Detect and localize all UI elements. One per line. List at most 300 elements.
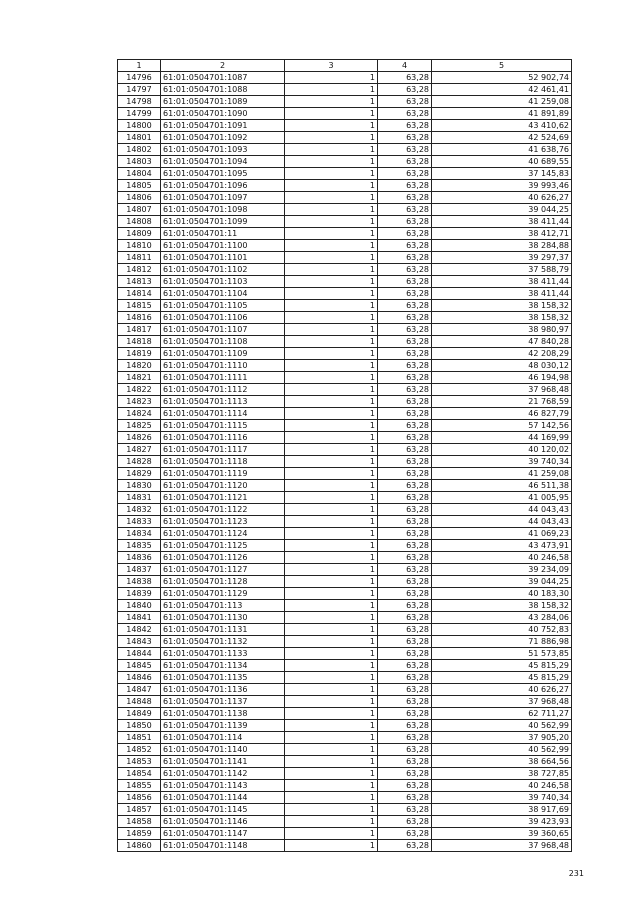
- cell-col-1: 14819: [118, 348, 161, 360]
- cell-col-2: 61:01:0504701:11: [161, 228, 285, 240]
- page-number: 231: [568, 869, 584, 878]
- cell-col-2: 61:01:0504701:1147: [161, 828, 285, 840]
- cell-col-5: 38 411,44: [432, 288, 572, 300]
- cell-col-3: 1: [285, 312, 378, 324]
- cell-col-5: 44 169,99: [432, 432, 572, 444]
- cell-col-4: 63,28: [378, 300, 432, 312]
- cell-col-2: 61:01:0504701:1089: [161, 96, 285, 108]
- cell-col-4: 63,28: [378, 276, 432, 288]
- table-row: [118, 804, 572, 816]
- cell-col-3: 1: [285, 276, 378, 288]
- cell-col-5: 39 423,93: [432, 816, 572, 828]
- cell-col-3: 1: [285, 684, 378, 696]
- cell-col-4: 63,28: [378, 468, 432, 480]
- cell-col-5: 41 891,89: [432, 108, 572, 120]
- cell-col-1: 14808: [118, 216, 161, 228]
- table-row: [118, 240, 572, 252]
- cell-col-3: 1: [285, 168, 378, 180]
- cell-col-3: 1: [285, 540, 378, 552]
- cell-col-4: 63,28: [378, 768, 432, 780]
- table-row: [118, 684, 572, 696]
- cell-col-3: 1: [285, 756, 378, 768]
- table-row: [118, 444, 572, 456]
- cell-col-1: 14843: [118, 636, 161, 648]
- cell-col-4: 63,28: [378, 732, 432, 744]
- cell-col-3: 1: [285, 288, 378, 300]
- cell-col-5: 38 284,88: [432, 240, 572, 252]
- cell-col-5: 40 752,83: [432, 624, 572, 636]
- cell-col-3: 1: [285, 300, 378, 312]
- cell-col-3: 1: [285, 180, 378, 192]
- cell-col-5: 44 043,43: [432, 516, 572, 528]
- cell-col-2: 61:01:0504701:113: [161, 600, 285, 612]
- cell-col-5: 21 768,59: [432, 396, 572, 408]
- column-header-3: 3: [285, 60, 378, 72]
- cell-col-1: 14859: [118, 828, 161, 840]
- cell-col-4: 63,28: [378, 180, 432, 192]
- cell-col-1: 14860: [118, 840, 161, 852]
- cell-col-2: 61:01:0504701:1136: [161, 684, 285, 696]
- cell-col-3: 1: [285, 816, 378, 828]
- cell-col-1: 14850: [118, 720, 161, 732]
- cell-col-1: 14839: [118, 588, 161, 600]
- table-row: [118, 180, 572, 192]
- cell-col-4: 63,28: [378, 72, 432, 84]
- cell-col-5: 38 664,56: [432, 756, 572, 768]
- cell-col-1: 14827: [118, 444, 161, 456]
- cell-col-2: 61:01:0504701:1145: [161, 804, 285, 816]
- cell-col-5: 39 044,25: [432, 204, 572, 216]
- cell-col-3: 1: [285, 252, 378, 264]
- cell-col-1: 14853: [118, 756, 161, 768]
- table-row: [118, 552, 572, 564]
- cell-col-4: 63,28: [378, 144, 432, 156]
- table-row: [118, 144, 572, 156]
- table-row: [118, 264, 572, 276]
- cell-col-2: 61:01:0504701:1111: [161, 372, 285, 384]
- cell-col-1: 14851: [118, 732, 161, 744]
- cell-col-3: 1: [285, 420, 378, 432]
- cell-col-3: 1: [285, 744, 378, 756]
- cell-col-3: 1: [285, 408, 378, 420]
- cell-col-5: 42 208,29: [432, 348, 572, 360]
- cell-col-5: 38 158,32: [432, 300, 572, 312]
- cell-col-1: 14802: [118, 144, 161, 156]
- cell-col-1: 14801: [118, 132, 161, 144]
- cell-col-3: 1: [285, 804, 378, 816]
- cell-col-4: 63,28: [378, 684, 432, 696]
- table-row: [118, 504, 572, 516]
- cell-col-4: 63,28: [378, 492, 432, 504]
- cell-col-2: 61:01:0504701:1101: [161, 252, 285, 264]
- cell-col-4: 63,28: [378, 420, 432, 432]
- cell-col-4: 63,28: [378, 384, 432, 396]
- cell-col-5: 39 740,34: [432, 456, 572, 468]
- cell-col-2: 61:01:0504701:1141: [161, 756, 285, 768]
- cell-col-5: 42 524,69: [432, 132, 572, 144]
- cell-col-1: 14838: [118, 576, 161, 588]
- cell-col-1: 14852: [118, 744, 161, 756]
- cell-col-2: 61:01:0504701:1138: [161, 708, 285, 720]
- cell-col-4: 63,28: [378, 612, 432, 624]
- cell-col-2: 61:01:0504701:1132: [161, 636, 285, 648]
- column-header-5: 5: [432, 60, 572, 72]
- cell-col-5: 37 968,48: [432, 696, 572, 708]
- cell-col-3: 1: [285, 360, 378, 372]
- cell-col-3: 1: [285, 552, 378, 564]
- cell-col-2: 61:01:0504701:1129: [161, 588, 285, 600]
- cell-col-4: 63,28: [378, 324, 432, 336]
- cell-col-5: 39 044,25: [432, 576, 572, 588]
- cell-col-5: 46 827,79: [432, 408, 572, 420]
- cell-col-4: 63,28: [378, 156, 432, 168]
- cell-col-2: 61:01:0504701:114: [161, 732, 285, 744]
- cell-col-4: 63,28: [378, 672, 432, 684]
- cell-col-2: 61:01:0504701:1128: [161, 576, 285, 588]
- cell-col-3: 1: [285, 456, 378, 468]
- cell-col-2: 61:01:0504701:1097: [161, 192, 285, 204]
- cell-col-2: 61:01:0504701:1107: [161, 324, 285, 336]
- cell-col-5: 37 905,20: [432, 732, 572, 744]
- cell-col-3: 1: [285, 576, 378, 588]
- cell-col-3: 1: [285, 492, 378, 504]
- cell-col-1: 14836: [118, 552, 161, 564]
- cell-col-2: 61:01:0504701:1114: [161, 408, 285, 420]
- cell-col-3: 1: [285, 72, 378, 84]
- cell-col-2: 61:01:0504701:1123: [161, 516, 285, 528]
- cell-col-3: 1: [285, 516, 378, 528]
- table-row: [118, 396, 572, 408]
- table-row: [118, 672, 572, 684]
- cell-col-2: 61:01:0504701:1146: [161, 816, 285, 828]
- column-header-2: 2: [161, 60, 285, 72]
- cell-col-5: 37 968,48: [432, 384, 572, 396]
- cell-col-1: 14846: [118, 672, 161, 684]
- cell-col-1: 14832: [118, 504, 161, 516]
- cell-col-5: 40 562,99: [432, 720, 572, 732]
- cell-col-2: 61:01:0504701:1130: [161, 612, 285, 624]
- cell-col-3: 1: [285, 636, 378, 648]
- cell-col-5: 38 412,71: [432, 228, 572, 240]
- cell-col-3: 1: [285, 108, 378, 120]
- cell-col-3: 1: [285, 504, 378, 516]
- cell-col-2: 61:01:0504701:1144: [161, 792, 285, 804]
- cell-col-2: 61:01:0504701:1127: [161, 564, 285, 576]
- table-body: [118, 72, 572, 852]
- cell-col-1: 14805: [118, 180, 161, 192]
- cell-col-5: 40 689,55: [432, 156, 572, 168]
- cell-col-5: 41 259,08: [432, 468, 572, 480]
- cell-col-5: 57 142,56: [432, 420, 572, 432]
- cell-col-2: 61:01:0504701:1140: [161, 744, 285, 756]
- cell-col-5: 38 158,32: [432, 312, 572, 324]
- cell-col-2: 61:01:0504701:1098: [161, 204, 285, 216]
- cell-col-2: 61:01:0504701:1120: [161, 480, 285, 492]
- cell-col-1: 14824: [118, 408, 161, 420]
- cell-col-3: 1: [285, 132, 378, 144]
- cell-col-5: 39 360,65: [432, 828, 572, 840]
- cell-col-5: 40 246,58: [432, 780, 572, 792]
- cell-col-2: 61:01:0504701:1092: [161, 132, 285, 144]
- table-row: [118, 492, 572, 504]
- cell-col-4: 63,28: [378, 600, 432, 612]
- cell-col-3: 1: [285, 624, 378, 636]
- cell-col-5: 41 069,23: [432, 528, 572, 540]
- cell-col-5: 39 740,34: [432, 792, 572, 804]
- cell-col-2: 61:01:0504701:1096: [161, 180, 285, 192]
- cell-col-4: 63,28: [378, 240, 432, 252]
- cell-col-4: 63,28: [378, 288, 432, 300]
- table-row: [118, 624, 572, 636]
- cell-col-5: 41 005,95: [432, 492, 572, 504]
- table-row: [118, 360, 572, 372]
- cell-col-2: 61:01:0504701:1118: [161, 456, 285, 468]
- cell-col-5: 52 902,74: [432, 72, 572, 84]
- cell-col-4: 63,28: [378, 552, 432, 564]
- cell-col-5: 38 158,32: [432, 600, 572, 612]
- table-row: [118, 192, 572, 204]
- cell-col-5: 71 886,98: [432, 636, 572, 648]
- cell-col-5: 40 120,02: [432, 444, 572, 456]
- table-row: [118, 708, 572, 720]
- cell-col-3: 1: [285, 768, 378, 780]
- cell-col-4: 63,28: [378, 408, 432, 420]
- cell-col-1: 14831: [118, 492, 161, 504]
- cell-col-1: 14822: [118, 384, 161, 396]
- cell-col-4: 63,28: [378, 564, 432, 576]
- cell-col-4: 63,28: [378, 228, 432, 240]
- table-row: [118, 300, 572, 312]
- cell-col-4: 63,28: [378, 744, 432, 756]
- cell-col-4: 63,28: [378, 432, 432, 444]
- table-row: [118, 636, 572, 648]
- cell-col-3: 1: [285, 156, 378, 168]
- cell-col-1: 14830: [118, 480, 161, 492]
- cell-col-5: 51 573,85: [432, 648, 572, 660]
- cell-col-5: 43 284,06: [432, 612, 572, 624]
- table-row: [118, 132, 572, 144]
- cell-col-4: 63,28: [378, 444, 432, 456]
- cell-col-2: 61:01:0504701:1117: [161, 444, 285, 456]
- cell-col-1: 14796: [118, 72, 161, 84]
- table-row: [118, 228, 572, 240]
- cell-col-5: 38 980,97: [432, 324, 572, 336]
- cell-col-4: 63,28: [378, 456, 432, 468]
- table-row: [118, 732, 572, 744]
- cell-col-2: 61:01:0504701:1121: [161, 492, 285, 504]
- cell-col-4: 63,28: [378, 192, 432, 204]
- cell-col-2: 61:01:0504701:1108: [161, 336, 285, 348]
- cell-col-1: 14816: [118, 312, 161, 324]
- cell-col-4: 63,28: [378, 792, 432, 804]
- cell-col-5: 40 626,27: [432, 684, 572, 696]
- cell-col-5: 40 183,30: [432, 588, 572, 600]
- table-row: [118, 96, 572, 108]
- cell-col-3: 1: [285, 780, 378, 792]
- cell-col-1: 14806: [118, 192, 161, 204]
- table-row: [118, 756, 572, 768]
- cell-col-5: 41 638,76: [432, 144, 572, 156]
- table-row: [118, 660, 572, 672]
- cell-col-1: 14847: [118, 684, 161, 696]
- table-row: [118, 528, 572, 540]
- cell-col-4: 63,28: [378, 720, 432, 732]
- cell-col-2: 61:01:0504701:1094: [161, 156, 285, 168]
- cell-col-3: 1: [285, 444, 378, 456]
- cell-col-2: 61:01:0504701:1135: [161, 672, 285, 684]
- cell-col-1: 14841: [118, 612, 161, 624]
- cell-col-2: 61:01:0504701:1122: [161, 504, 285, 516]
- cell-col-2: 61:01:0504701:1104: [161, 288, 285, 300]
- cell-col-4: 63,28: [378, 108, 432, 120]
- cell-col-5: 37 968,48: [432, 840, 572, 852]
- cell-col-4: 63,28: [378, 516, 432, 528]
- cell-col-4: 63,28: [378, 360, 432, 372]
- cell-col-1: 14807: [118, 204, 161, 216]
- cell-col-5: 40 562,99: [432, 744, 572, 756]
- cell-col-2: 61:01:0504701:1119: [161, 468, 285, 480]
- cell-col-3: 1: [285, 228, 378, 240]
- cell-col-1: 14825: [118, 420, 161, 432]
- cell-col-1: 14814: [118, 288, 161, 300]
- table-row: [118, 312, 572, 324]
- table-row: [118, 156, 572, 168]
- cell-col-5: 43 473,91: [432, 540, 572, 552]
- cell-col-5: 39 993,46: [432, 180, 572, 192]
- cell-col-4: 63,28: [378, 840, 432, 852]
- cell-col-1: 14829: [118, 468, 161, 480]
- table-row: [118, 384, 572, 396]
- cell-col-4: 63,28: [378, 696, 432, 708]
- table-row: [118, 216, 572, 228]
- cell-col-4: 63,28: [378, 816, 432, 828]
- table-row: [118, 648, 572, 660]
- cell-col-4: 63,28: [378, 636, 432, 648]
- cell-col-2: 61:01:0504701:1095: [161, 168, 285, 180]
- cell-col-3: 1: [285, 600, 378, 612]
- cell-col-2: 61:01:0504701:1142: [161, 768, 285, 780]
- cell-col-2: 61:01:0504701:1110: [161, 360, 285, 372]
- table-row: [118, 792, 572, 804]
- cell-col-5: 37 145,83: [432, 168, 572, 180]
- cell-col-4: 63,28: [378, 576, 432, 588]
- cell-col-5: 46 511,38: [432, 480, 572, 492]
- cell-col-1: 14810: [118, 240, 161, 252]
- cell-col-4: 63,28: [378, 396, 432, 408]
- cell-col-3: 1: [285, 528, 378, 540]
- cell-col-1: 14842: [118, 624, 161, 636]
- cell-col-3: 1: [285, 336, 378, 348]
- cell-col-5: 48 030,12: [432, 360, 572, 372]
- cell-col-3: 1: [285, 240, 378, 252]
- cell-col-3: 1: [285, 468, 378, 480]
- cell-col-1: 14855: [118, 780, 161, 792]
- cell-col-2: 61:01:0504701:1087: [161, 72, 285, 84]
- cell-col-4: 63,28: [378, 216, 432, 228]
- cell-col-4: 63,28: [378, 336, 432, 348]
- cell-col-1: 14804: [118, 168, 161, 180]
- cell-col-4: 63,28: [378, 504, 432, 516]
- cell-col-4: 63,28: [378, 264, 432, 276]
- cell-col-5: 40 246,58: [432, 552, 572, 564]
- cell-col-1: 14848: [118, 696, 161, 708]
- table-row: [118, 612, 572, 624]
- table-row: [118, 324, 572, 336]
- cell-col-5: 46 194,98: [432, 372, 572, 384]
- cell-col-1: 14828: [118, 456, 161, 468]
- cell-col-4: 63,28: [378, 708, 432, 720]
- cell-col-1: 14837: [118, 564, 161, 576]
- cell-col-2: 61:01:0504701:1137: [161, 696, 285, 708]
- cell-col-1: 14823: [118, 396, 161, 408]
- cell-col-3: 1: [285, 672, 378, 684]
- cell-col-1: 14833: [118, 516, 161, 528]
- table-row: [118, 72, 572, 84]
- cell-col-5: 44 043,43: [432, 504, 572, 516]
- cell-col-2: 61:01:0504701:1131: [161, 624, 285, 636]
- cell-col-4: 63,28: [378, 780, 432, 792]
- cell-col-2: 61:01:0504701:1090: [161, 108, 285, 120]
- table-row: [118, 840, 572, 852]
- cell-col-3: 1: [285, 564, 378, 576]
- cell-col-1: 14840: [118, 600, 161, 612]
- table-row: [118, 408, 572, 420]
- cell-col-2: 61:01:0504701:1091: [161, 120, 285, 132]
- cell-col-3: 1: [285, 204, 378, 216]
- cell-col-4: 63,28: [378, 648, 432, 660]
- table-row: [118, 372, 572, 384]
- cell-col-4: 63,28: [378, 168, 432, 180]
- cell-col-3: 1: [285, 828, 378, 840]
- table-row: [118, 120, 572, 132]
- cell-col-1: 14858: [118, 816, 161, 828]
- cell-col-3: 1: [285, 264, 378, 276]
- cell-col-4: 63,28: [378, 588, 432, 600]
- cell-col-2: 61:01:0504701:1103: [161, 276, 285, 288]
- cell-col-1: 14826: [118, 432, 161, 444]
- column-header-4: 4: [378, 60, 432, 72]
- cell-col-2: 61:01:0504701:1125: [161, 540, 285, 552]
- cell-col-1: 14800: [118, 120, 161, 132]
- cell-col-5: 37 588,79: [432, 264, 572, 276]
- table-row: [118, 288, 572, 300]
- table-row: [118, 204, 572, 216]
- cell-col-1: 14845: [118, 660, 161, 672]
- table-row: [118, 168, 572, 180]
- cell-col-1: 14834: [118, 528, 161, 540]
- cell-col-2: 61:01:0504701:1109: [161, 348, 285, 360]
- cell-col-2: 61:01:0504701:1093: [161, 144, 285, 156]
- table-row: [118, 696, 572, 708]
- cell-col-3: 1: [285, 84, 378, 96]
- cell-col-2: 61:01:0504701:1105: [161, 300, 285, 312]
- cell-col-4: 63,28: [378, 348, 432, 360]
- table-row: [118, 720, 572, 732]
- cell-col-3: 1: [285, 588, 378, 600]
- cell-col-3: 1: [285, 648, 378, 660]
- cell-col-3: 1: [285, 396, 378, 408]
- table-row: [118, 816, 572, 828]
- cell-col-4: 63,28: [378, 84, 432, 96]
- table-row: [118, 600, 572, 612]
- cell-col-1: 14854: [118, 768, 161, 780]
- table-row: [118, 468, 572, 480]
- cell-col-1: 14849: [118, 708, 161, 720]
- cell-col-3: 1: [285, 696, 378, 708]
- cell-col-3: 1: [285, 612, 378, 624]
- cell-col-4: 63,28: [378, 660, 432, 672]
- cell-col-3: 1: [285, 660, 378, 672]
